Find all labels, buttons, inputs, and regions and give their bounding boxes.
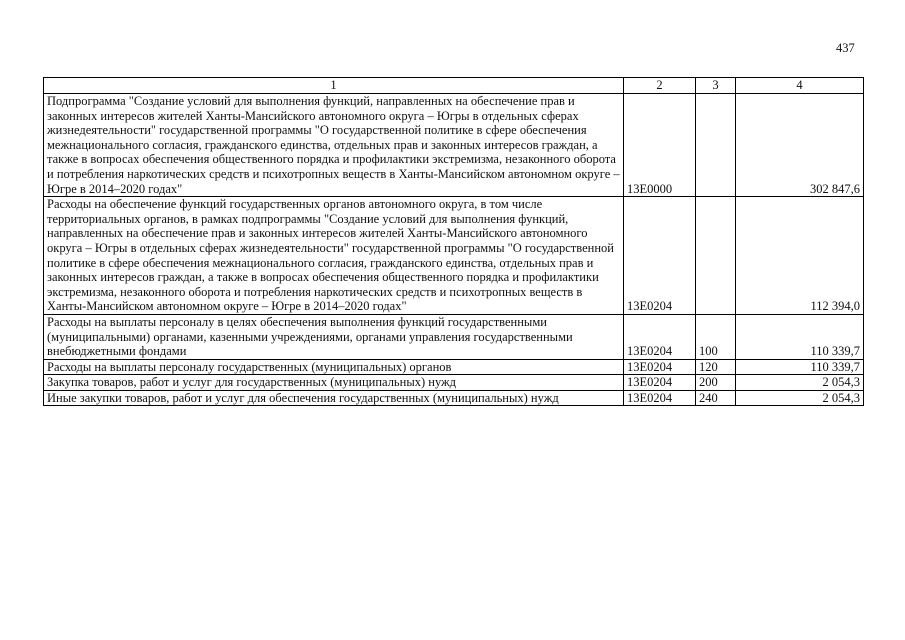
row-name: Закупка товаров, работ и услуг для государственных (муниципальных) нужд [44,375,624,391]
table-row [44,314,864,359]
table-header-row [44,78,864,94]
header-cell-4: 4 [736,78,864,94]
row-code: 13Е0204 [624,314,696,359]
budget-table [43,77,864,406]
header-cell-3: 3 [696,78,736,94]
page-number: 437 [836,41,855,55]
row-type: 100 [696,314,736,359]
row-code: 13Е0204 [624,197,696,315]
row-name: Расходы на выплаты персоналу государственных (муниципальных) органов [44,359,624,375]
row-amount: 2 054,3 [736,375,864,391]
row-amount: 2 054,3 [736,390,864,406]
row-type [696,94,736,197]
row-type [696,197,736,315]
row-code: 13Е0000 [624,94,696,197]
table-row [44,197,864,315]
row-name: Подпрограмма "Создание условий для выполнения функций, направленных на обеспечение прав и законных интересов жителей Ханты-Мансийского автономного округа – Югры в отдельных сферах жизнедеятельности" государственной программы "О государственной политике в сфере обеспечения межнационального согласия, гражданского единства, отдельных прав и законных интересов граждан, а также в вопросах обеспечения общественного порядка и профилактики экстремизма, незаконного оборота и потребления наркотических средств и психотропных веществ в Ханты-Мансийском автономном округе – Югре в 2014–2020 годах" [44,94,624,197]
row-name: Расходы на выплаты персоналу в целях обеспечения выполнения функций государственными (муниципальными) органами, казенными учреждениями, органами управления государственными внебюджетными фондами [44,314,624,359]
row-amount: 302 847,6 [736,94,864,197]
row-type: 240 [696,390,736,406]
row-amount: 112 394,0 [736,197,864,315]
header-cell-1: 1 [44,78,624,94]
row-amount: 110 339,7 [736,314,864,359]
row-code: 13Е0204 [624,375,696,391]
row-type: 120 [696,359,736,375]
table-row [44,94,864,197]
row-type: 200 [696,375,736,391]
row-code: 13Е0204 [624,359,696,375]
row-amount: 110 339,7 [736,359,864,375]
table-row [44,390,864,406]
row-name: Иные закупки товаров, работ и услуг для обеспечения государственных (муниципальных) нужд [44,390,624,406]
header-cell-2: 2 [624,78,696,94]
row-name: Расходы на обеспечение функций государственных органов автономного округа, в том числе территориальных органов, в рамках подпрограммы "Создание условий для выполнения функций, направленных на обеспечение прав и законных интересов жителей Ханты-Мансийского автономного округа – Югры в отдельных сферах жизнедеятельности" государственной программы "О государственной политике в сфере обеспечения межнационального согласия, гражданского единства, отдельных прав и законных интересов граждан, а также в вопросах обеспечения общественного порядка и профилактики экстремизма, незаконного оборота и потребления наркотических средств и психотропных веществ в Ханты-Мансийском автономном округе – Югре в 2014–2020 годах" [44,197,624,315]
row-code: 13Е0204 [624,390,696,406]
table-row [44,375,864,391]
table-row [44,359,864,375]
